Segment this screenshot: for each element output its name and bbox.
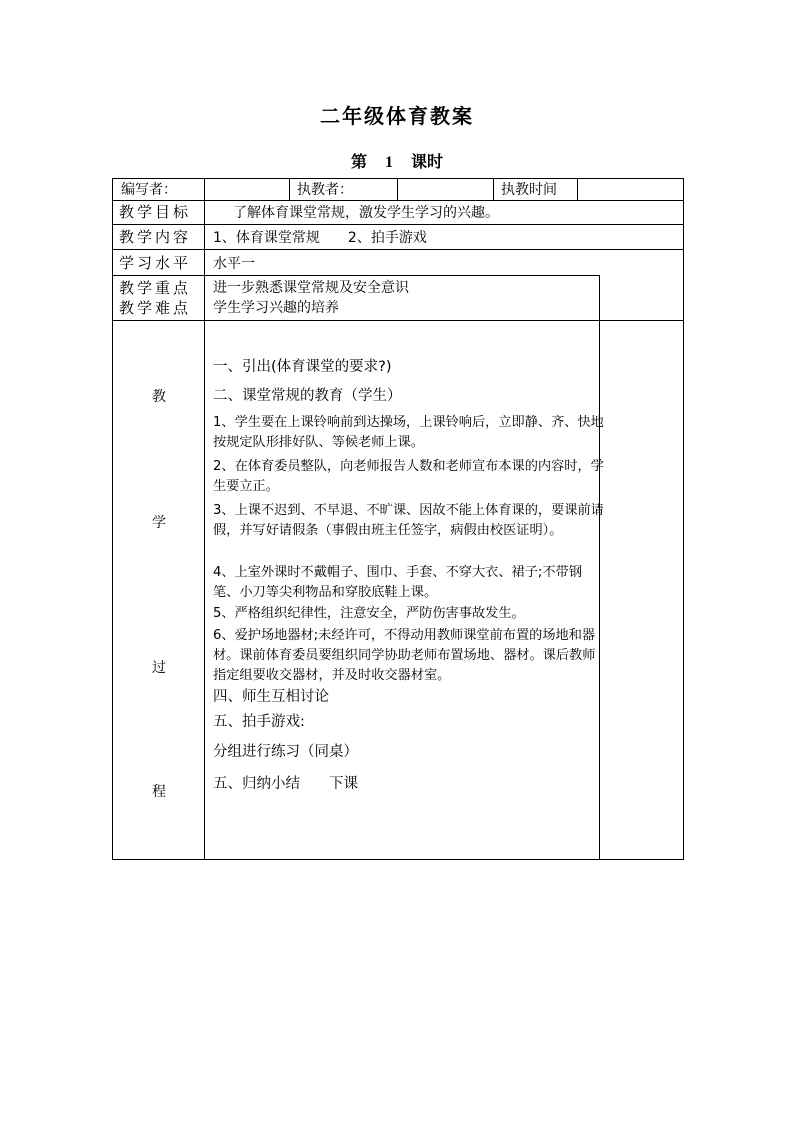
process-practice: 分组进行练习（同桌） — [213, 744, 358, 760]
process-item-4: 4、上室外课时不戴帽子、围巾、手套、不穿大衣、裙子;不带钢笔、小刀等尖利物品和穿胶底鞋上课。 — [213, 565, 582, 600]
column-divider — [289, 179, 290, 200]
process-item-1: 1、学生要在上课铃响前到达操场，上课铃响后，立即静、齐、快地按规定队形排好队、等候老师上课。 — [213, 415, 604, 450]
lesson-plan-table — [112, 178, 684, 860]
row-divider — [113, 224, 683, 225]
column-divider — [577, 179, 578, 200]
lesson-suffix: 课时 — [411, 152, 444, 171]
row-divider — [113, 320, 683, 321]
process-item-6: 6、爱护场地器材;未经许可，不得动用教师课堂前布置的场地和器材。课前体育委员要组织同学协助老师布置场地、器材。课后教师指定组要收交器材，并及时收交器材室。 — [213, 628, 596, 683]
process-discussion: 四、师生互相讨论 — [213, 689, 329, 705]
content-label: 教学内容 — [119, 228, 192, 246]
teacher-label: 执教者： — [297, 182, 353, 198]
lesson-number: 1 — [385, 154, 393, 171]
process-summary: 五、归纳小结 下课 — [213, 776, 358, 792]
process-label-char: 程 — [152, 784, 166, 800]
document-title: 二年级体育教案 — [320, 104, 474, 128]
lesson-heading — [0, 149, 794, 172]
level-label: 学习水平 — [119, 254, 192, 272]
level-value: 水平一 — [213, 256, 255, 272]
content-value: 1、体育课堂常规 2、拍手游戏 — [213, 230, 427, 246]
goal-value: 了解体育课堂常规，激发学生学习的兴趣。 — [233, 205, 499, 221]
column-divider — [397, 179, 398, 200]
process-label-char: 学 — [152, 515, 166, 531]
row-divider — [113, 200, 683, 201]
column-divider — [493, 179, 494, 200]
key-point-value: 进一步熟悉课堂常规及安全意识 — [213, 280, 409, 296]
process-item-3: 3、上课不迟到、不早退、不旷课、因故不能上体育课的，要课前请假，并写好请假条（事假由班主任签字，病假由校医证明）。 — [213, 503, 604, 538]
lesson-prefix: 第 — [350, 152, 367, 171]
row-divider — [113, 275, 599, 276]
process-game: 五、拍手游戏: — [213, 714, 305, 730]
row-divider — [113, 249, 683, 250]
process-item-2: 2、在体育委员整队，向老师报告人数和老师宣布本课的内容时，学生要立正。 — [213, 459, 604, 494]
process-intro: 一、引出(体育课堂的要求?) — [213, 359, 392, 375]
difficulty-value: 学生学习兴趣的培养 — [213, 300, 339, 316]
author-label: 编写者： — [121, 182, 177, 198]
process-item-5: 5、严格组织纪律性，注意安全，严防伤害事故发生。 — [213, 606, 525, 621]
difficulty-label: 教学难点 — [119, 299, 192, 317]
process-routine-heading: 二、课堂常规的教育（学生） — [213, 388, 402, 404]
process-label-char: 过 — [152, 660, 166, 676]
goal-label: 教学目标 — [119, 203, 192, 221]
key-point-label: 教学重点 — [119, 279, 192, 297]
time-label: 执教时间 — [501, 182, 557, 198]
process-label-char: 教 — [152, 389, 166, 405]
